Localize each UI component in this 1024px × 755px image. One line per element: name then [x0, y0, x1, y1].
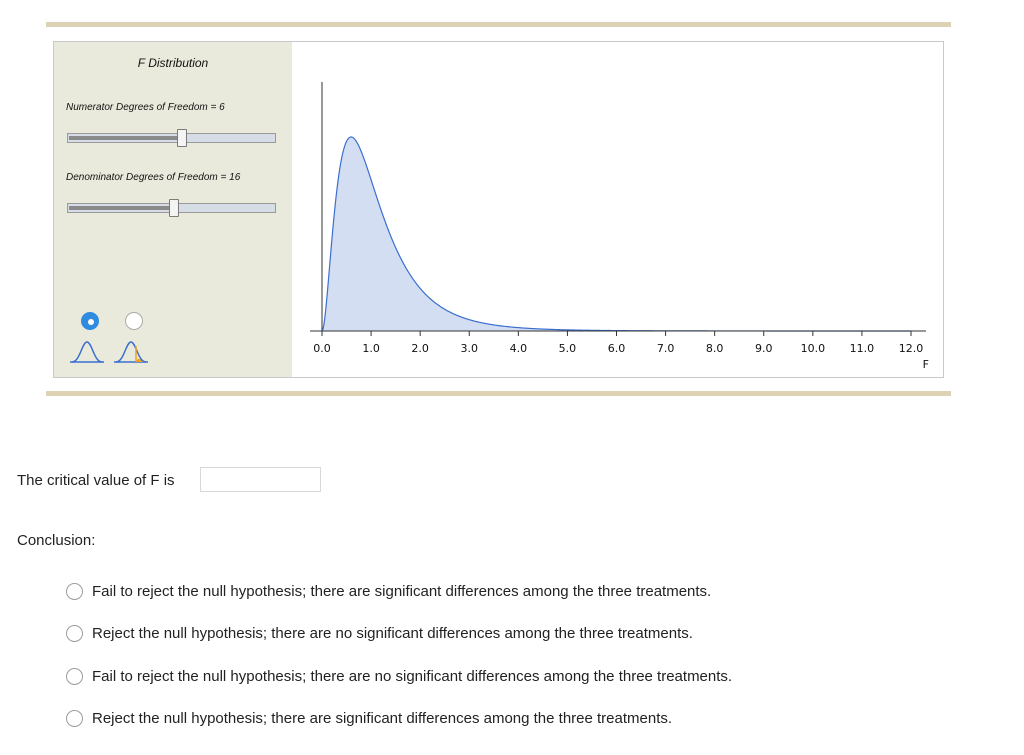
- x-axis-ticks: [313, 331, 923, 355]
- mode-radio-critical-value[interactable]: [125, 312, 143, 330]
- x-tick-label: 8.0: [705, 342, 724, 355]
- option-text: Fail to reject the null hypothesis; there are no significant differences among the three treatments.: [92, 667, 733, 685]
- x-tick-label: 1.0: [362, 342, 380, 355]
- numerator-df-slider[interactable]: [67, 133, 276, 143]
- bottom-divider: [46, 391, 951, 396]
- x-tick-label: 10.0: [800, 342, 826, 355]
- numerator-df-label: Numerator Degrees of Freedom = 6: [66, 102, 225, 113]
- x-tick-label: 4.0: [509, 342, 528, 355]
- x-tick-label: 7.0: [656, 342, 675, 355]
- x-tick-label: 6.0: [607, 342, 626, 355]
- x-tick-label: 11.0: [849, 342, 875, 355]
- x-tick-label: 3.0: [460, 342, 478, 355]
- critical-value-input[interactable]: [200, 467, 321, 492]
- x-tick-label: 2.0: [411, 342, 429, 355]
- distribution-curve-icon[interactable]: [68, 338, 106, 364]
- top-divider: [46, 22, 951, 27]
- x-axis-label: F: [922, 358, 929, 371]
- conclusion-option[interactable]: [66, 581, 711, 601]
- conclusion-option[interactable]: [66, 708, 672, 728]
- option-text: Fail to reject the null hypothesis; there are significant differences among the three treatments.: [92, 582, 712, 600]
- option-text: Reject the null hypothesis; there are significant differences among the three treatments.: [92, 709, 673, 727]
- density-area: [322, 137, 911, 331]
- option-radio[interactable]: [66, 583, 83, 600]
- option-radio[interactable]: [66, 625, 83, 642]
- conclusion-label: Conclusion:: [17, 532, 96, 549]
- x-tick-label: 9.0: [755, 342, 773, 355]
- numerator-slider-fill: [69, 136, 181, 140]
- applet-title: F Distribution: [137, 56, 209, 70]
- denominator-df-label: Denominator Degrees of Freedom = 16: [66, 172, 241, 183]
- numerator-slider-thumb[interactable]: [177, 129, 187, 147]
- mode-radio-distribution[interactable]: [81, 312, 99, 330]
- option-radio[interactable]: [66, 668, 83, 685]
- x-tick-label: 12.0: [898, 342, 924, 355]
- distribution-with-critical-value-icon[interactable]: [112, 338, 150, 364]
- critical-value-prompt: The critical value of F is: [17, 472, 175, 489]
- denominator-slider-fill: [69, 206, 173, 210]
- conclusion-option[interactable]: [66, 623, 693, 643]
- x-tick-label: 0.0: [313, 342, 331, 355]
- controls-panel: [54, 42, 292, 377]
- option-text: Reject the null hypothesis; there are no significant differences among the three treatments.: [92, 624, 693, 642]
- f-distribution-chart: [292, 42, 943, 377]
- option-radio[interactable]: [66, 710, 83, 727]
- f-distribution-applet: [53, 41, 944, 378]
- denominator-slider-thumb[interactable]: [169, 199, 179, 217]
- x-tick-label: 5.0: [558, 342, 577, 355]
- denominator-df-slider[interactable]: [67, 203, 276, 213]
- conclusion-option[interactable]: [66, 666, 732, 686]
